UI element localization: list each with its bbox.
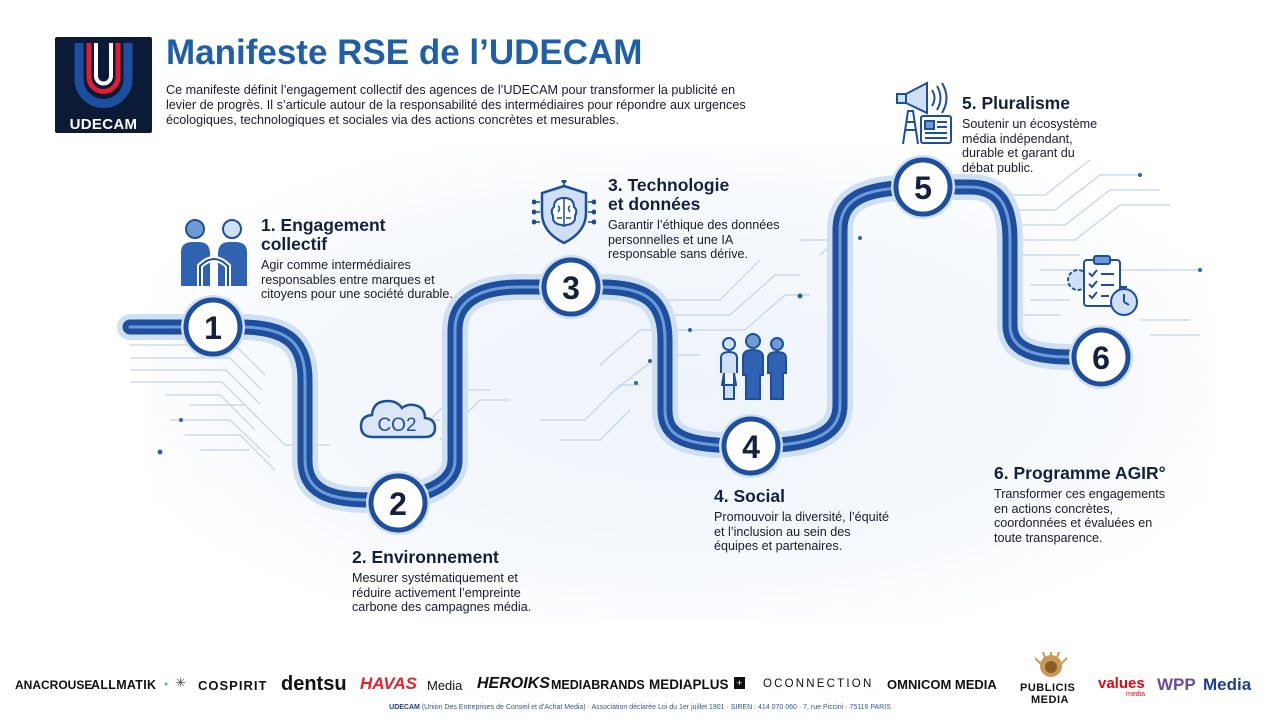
havas-media-logo: Media bbox=[427, 678, 463, 693]
step-node-6 bbox=[1069, 325, 1133, 389]
oconnection-logo: OCONNECTION bbox=[763, 678, 874, 690]
step-number: 4 bbox=[742, 429, 760, 465]
co2-label: CO2 bbox=[377, 415, 417, 436]
ai-shield-icon bbox=[532, 180, 596, 246]
step-description: Garantir l’éthique des données personnelles et une IA responsable sans dérive. bbox=[608, 218, 780, 261]
page-title: Manifeste RSE de l’UDECAM bbox=[166, 33, 643, 72]
values-media-logo: media bbox=[1126, 691, 1146, 698]
wpp-media-logo: Media bbox=[1203, 675, 1252, 694]
omnicom-media-logo: OMNICOM MEDIA bbox=[887, 677, 997, 692]
anacrouse-logo: ANACROUSE bbox=[15, 678, 93, 692]
publicis-lion-icon bbox=[1035, 652, 1067, 678]
co2-cloud-icon bbox=[359, 395, 437, 441]
step-number: 1 bbox=[204, 310, 222, 346]
step-title: 3. Technologie et données bbox=[608, 175, 730, 214]
step-description: Transformer ces engagements en actions concrètes, coordonnées et évaluées en toute transparence. bbox=[994, 487, 1166, 545]
step-node-2 bbox=[366, 471, 430, 535]
step-number: 6 bbox=[1092, 340, 1110, 376]
step-description: Mesurer systématiquement et réduire activement l’empreinte carbone des campagnes média. bbox=[352, 571, 532, 614]
step-node-1 bbox=[181, 295, 245, 359]
publicis-logo: PUBLICIS bbox=[1020, 682, 1076, 694]
legal-footer bbox=[0, 704, 1280, 711]
allmatik-dot-icon: • bbox=[164, 677, 169, 691]
logo-text: UDECAM bbox=[69, 116, 138, 133]
step-node-3 bbox=[539, 255, 603, 319]
publicis-media-logo: MEDIA bbox=[1031, 694, 1069, 706]
footer-legal-text: (Union Des Entreprises de Conseil et d’Achat Media) · Association déclarée Loi du 1er juillet 1901 · SIREN : 414 070 060 · 7, rue Piccini · 75116 PARIS bbox=[419, 704, 891, 711]
step-number: 2 bbox=[389, 486, 407, 522]
step-title: 5. Pluralisme bbox=[962, 93, 1070, 113]
diverse-people-icon bbox=[716, 333, 790, 401]
checklist-stopwatch-icon bbox=[1066, 252, 1140, 318]
step-card-1 bbox=[261, 216, 481, 302]
wpp-logo: WPP bbox=[1157, 675, 1196, 694]
step-description: Agir comme intermédiaires responsables entre marques et citoyens pour une société durable. bbox=[261, 258, 453, 301]
step-card-6 bbox=[994, 464, 1204, 545]
step-node-5 bbox=[891, 155, 955, 219]
values-logo: values bbox=[1098, 675, 1145, 692]
mediaplus-logo: MEDIAPLUS bbox=[649, 677, 729, 692]
mediaplus-plus-icon: + bbox=[734, 677, 745, 689]
intro-text: Ce manifeste définit l’engagement collectif des agences de l’UDECAM pour transformer la publicité en levier de progrès. Il s’articule autour de la responsabilité des intermédiaires pour répondre aux urgences écologiques, technologiques et sociales via des actions concrètes et mesurables. bbox=[166, 83, 746, 127]
megaphone-newspaper-icon bbox=[893, 80, 953, 144]
member-logos bbox=[0, 650, 1280, 705]
step-title: 6. Programme AGIR° bbox=[994, 463, 1166, 483]
step-card-3 bbox=[608, 176, 808, 262]
cospirit-star-icon: ✳ bbox=[175, 675, 186, 690]
dentsu-logo: dentsu bbox=[281, 673, 347, 695]
step-description: Promouvoir la diversité, l’équité et l’inclusion au sein des équipes et partenaires. bbox=[714, 510, 889, 553]
step-number: 3 bbox=[562, 270, 580, 306]
step-title: 4. Social bbox=[714, 486, 786, 506]
step-number: 5 bbox=[914, 170, 932, 206]
mediabrands-logo: MEDIABRANDS bbox=[551, 678, 645, 692]
step-title: 1. Engagement collectif bbox=[261, 215, 386, 254]
heroiks-logo: HEROIKS bbox=[477, 675, 550, 692]
people-partnership-icon bbox=[176, 216, 252, 288]
step-card-4 bbox=[714, 487, 914, 554]
havas-logo: HAVAS bbox=[360, 674, 417, 693]
footer-org-name: UDECAM bbox=[389, 704, 420, 711]
allmatik-logo: ALLMATIK bbox=[91, 678, 157, 692]
cospirit-logo: COSPIRIT bbox=[198, 678, 268, 693]
step-card-5 bbox=[962, 94, 1142, 175]
step-card-2 bbox=[352, 548, 582, 615]
step-title: 2. Environnement bbox=[352, 547, 499, 567]
step-node-4 bbox=[719, 414, 783, 478]
step-description: Soutenir un écosystème média indépendant, durable et garant du débat public. bbox=[962, 117, 1098, 175]
